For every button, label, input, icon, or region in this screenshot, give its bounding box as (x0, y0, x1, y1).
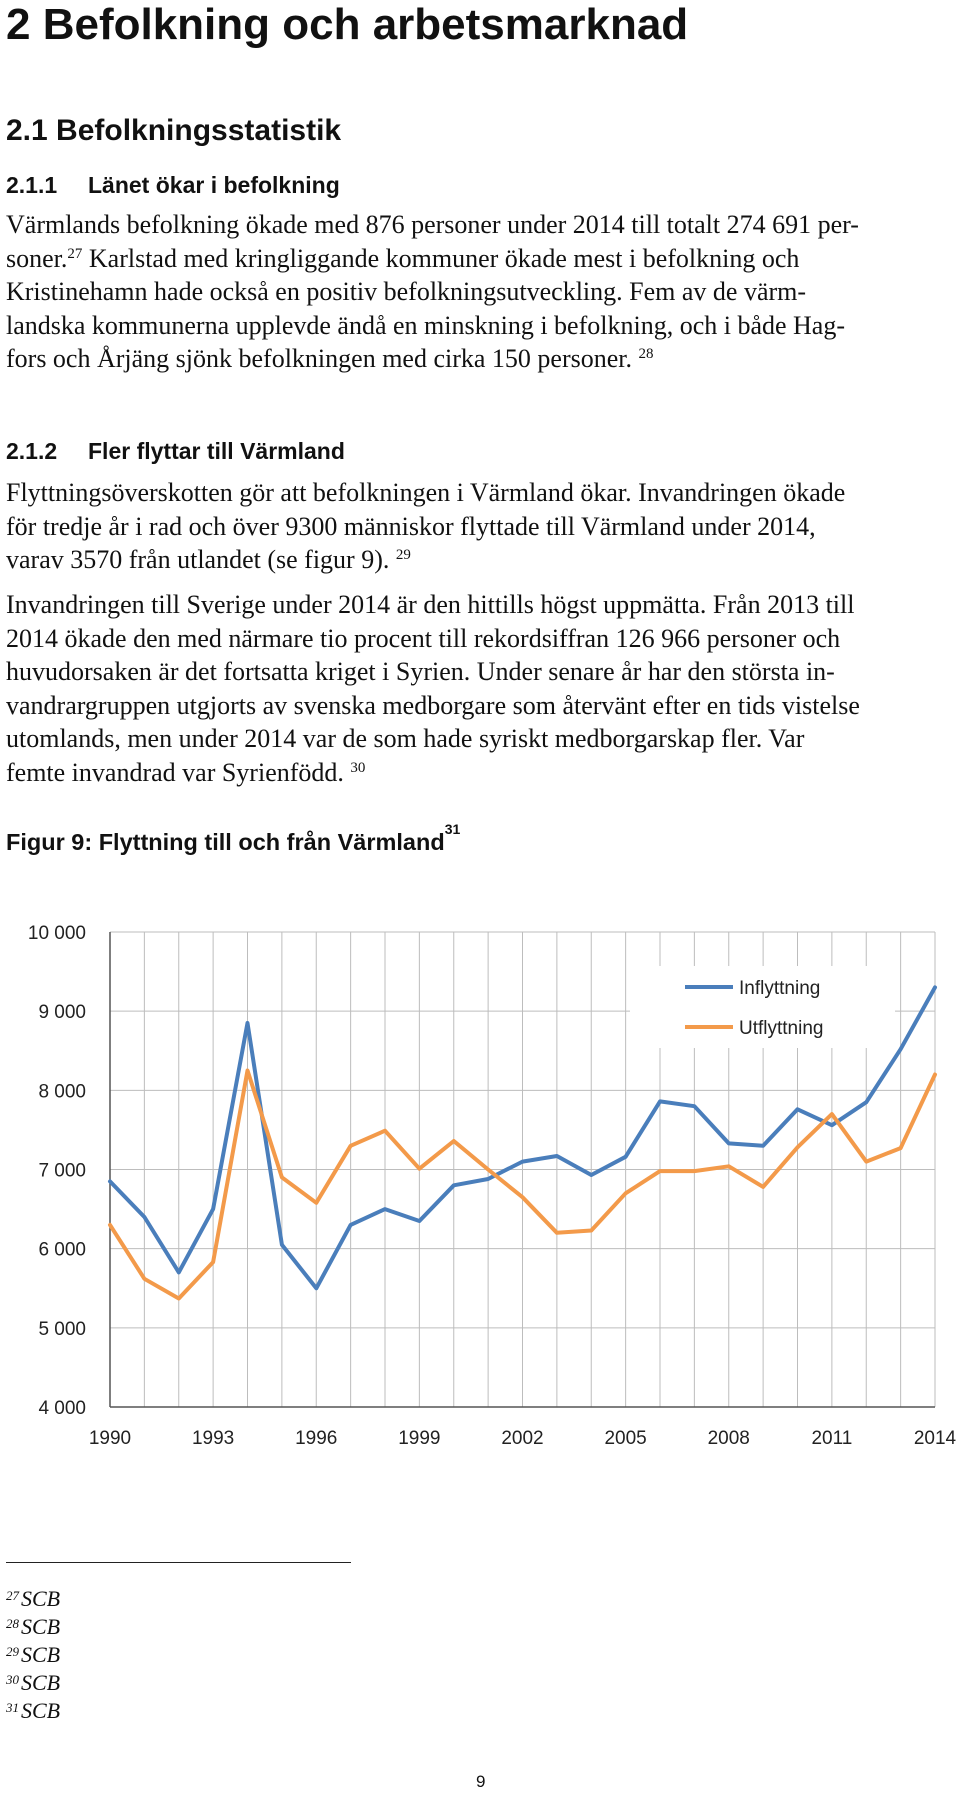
footnote-item (6, 1613, 60, 1641)
footnote-ref[interactable]: 29 (395, 547, 411, 563)
text-line: huvudorsaken är det fortsatta kriget i Syrien. Under senare år har den största in- (6, 657, 835, 686)
text-line: för tredje år i rad och över 9300 människor flyttade till Värmland under 2014, (6, 511, 816, 541)
footnote-separator (6, 1562, 351, 1563)
text-line (6, 756, 948, 790)
footnote-item (6, 1585, 60, 1613)
footnote-ref[interactable]: 27 (67, 245, 83, 262)
text-fragment: varav 3570 från utlandet (se figur 9). (6, 545, 390, 574)
text-fragment: fors och Årjäng sjönk befolkningen med cirka 150 personer. (6, 344, 633, 373)
legend-label: Utflyttning (739, 1018, 824, 1039)
text-line: utomlands, men under 2014 var de som hade syriskt medborgarskap fler. Var (6, 724, 805, 753)
x-tick-label: 2008 (707, 1428, 750, 1449)
text-line: Flyttningsöverskotten gör att befolkningen i Värmland ökar. Invandringen ökade (6, 478, 846, 507)
subsection-heading-1 (6, 172, 340, 199)
x-tick-label: 2005 (604, 1428, 647, 1449)
footnote-number: 29 (6, 1644, 19, 1659)
text-line: 2014 ökade den med närmare tio procent till rekordsiffran 126 966 personer och (6, 623, 841, 653)
y-tick-label: 7 000 (38, 1160, 86, 1182)
footnote-number: 28 (6, 1616, 19, 1631)
y-tick-label: 6 000 (38, 1239, 86, 1261)
footnote-item (6, 1641, 60, 1669)
text-fragment: Karlstad med kringliggande kommuner ökade mest i befolkning och (82, 243, 800, 273)
subsection-title: Länet ökar i befolkning (88, 172, 340, 198)
y-tick-label: 10 000 (27, 923, 86, 944)
paragraph-immigration (6, 588, 948, 789)
figure-title-text: Figur 9: Flyttning till och från Värmland (6, 829, 445, 855)
text-line: Invandringen till Sverige under 2014 är den hittills högst uppmätta. Från 2013 till (6, 590, 855, 619)
text-line: vandrargruppen utgjorts av svenska medborgare som återvänt efter en tids vistelse (6, 690, 860, 720)
y-tick-label: 5 000 (38, 1318, 86, 1340)
footnote-item (6, 1669, 60, 1697)
footnote-text: SCB (21, 1642, 61, 1667)
footnotes (6, 1585, 60, 1725)
text-line (6, 342, 948, 376)
text-line: Värmlands befolkning ökade med 876 personer under 2014 till totalt 274 691 per- (6, 210, 859, 239)
x-tick-label: 1996 (295, 1428, 338, 1449)
text-line: landska kommunerna upplevde ändå en minskning i befolkning, och i både Hag- (6, 310, 846, 340)
footnote-ref[interactable]: 28 (638, 346, 654, 362)
footnote-text: SCB (21, 1670, 61, 1695)
subsection-number: 2.1.1 (6, 172, 58, 198)
x-tick-label: 2002 (501, 1428, 544, 1449)
y-tick-label: 4 000 (38, 1398, 86, 1419)
chart-legend (630, 966, 895, 1048)
paragraph-migration (6, 476, 948, 577)
chapter-title: 2 Befolkning och arbetsmarknad (6, 0, 689, 49)
x-tick-label: 1993 (191, 1428, 235, 1449)
footnote-text: SCB (21, 1698, 61, 1723)
legend-label: Inflyttning (739, 978, 821, 999)
footnote-number: 30 (6, 1672, 19, 1687)
footnote-ref[interactable]: 31 (444, 821, 461, 837)
text-line: Kristinehamn hade också en positiv befolkningsutveckling. Fem av de värm- (6, 277, 807, 306)
text-line (6, 543, 948, 577)
x-tick-label: 1999 (398, 1428, 441, 1449)
footnote-ref[interactable]: 30 (350, 759, 366, 776)
y-tick-label: 9 000 (38, 1002, 86, 1024)
subsection-heading-2 (6, 438, 345, 465)
footnote-item (6, 1697, 60, 1725)
text-line (6, 242, 948, 276)
text-fragment: soner. (6, 243, 68, 273)
footnote-text: SCB (21, 1586, 61, 1611)
subsection-number: 2.1.2 (6, 438, 58, 464)
text-fragment: femte invandrad var Syrienfödd. (6, 757, 344, 787)
subsection-title: Fler flyttar till Värmland (88, 438, 345, 464)
x-tick-label: 1990 (88, 1428, 132, 1449)
footnote-text: SCB (21, 1614, 61, 1639)
section-title: 2.1 Befolkningsstatistik (6, 114, 342, 147)
figure-title (6, 821, 461, 856)
y-tick-label: 8 000 (38, 1081, 86, 1103)
x-tick-label: 2011 (811, 1428, 853, 1449)
line-chart (0, 900, 960, 1460)
page-number: 9 (476, 1772, 486, 1791)
x-tick-label: 2014 (913, 1428, 957, 1449)
footnote-number: 31 (6, 1700, 19, 1715)
footnote-number: 27 (6, 1588, 19, 1603)
paragraph-population (6, 208, 948, 376)
